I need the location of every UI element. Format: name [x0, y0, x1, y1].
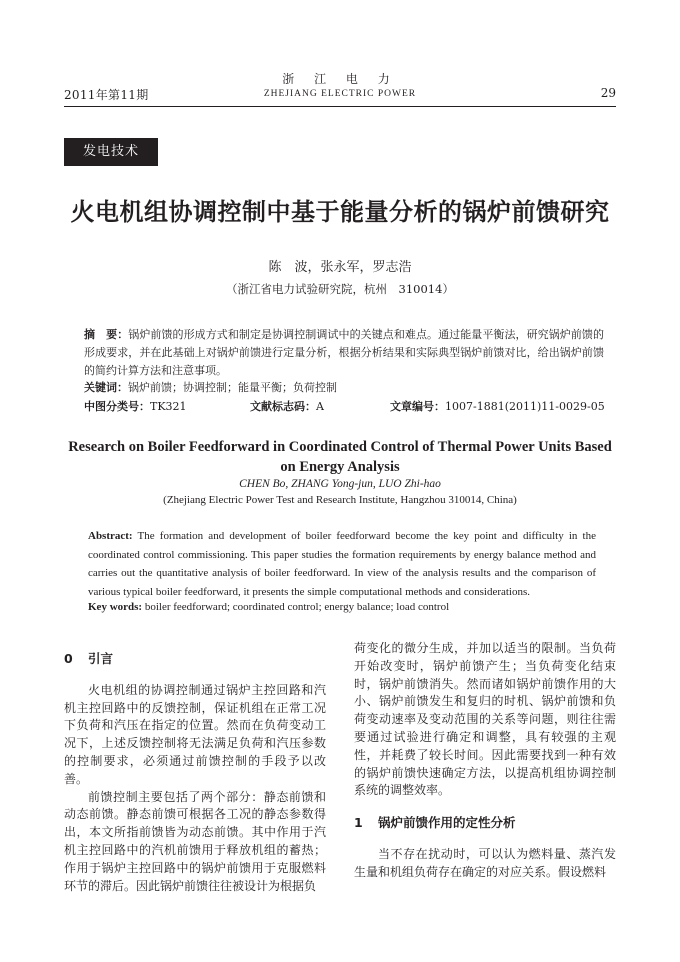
section-number-1: 1 [354, 815, 363, 831]
doc-code [250, 398, 324, 414]
abstract-cn-label: 摘 要： [84, 328, 129, 341]
article-number [390, 398, 605, 414]
section-heading-0 [64, 650, 326, 668]
paragraph: 当不存在扰动时，可以认为燃料量、蒸汽发生量和机组负荷存在确定的对应关系。假设燃料 [354, 846, 616, 879]
abstract-en-text: The formation and development of boiler feedforward become the key point and difficulty in the coordinated control commissioning. This paper studies the formation requirements by energy balance method and carries out the quantitative analysis of boiler feedforward. In view of the analysis results and the comparison of various typical boiler feedforward, it presents the simple computational methods and considerations. [88, 530, 596, 598]
paragraph-continued: 荷变化的微分生成，并加以适当的限制。当负荷开始改变时，锅炉前馈产生；当负荷变化结束时，锅炉前馈消失。然而诸如锅炉前馈作用的大小、锅炉前馈发生和复归的时机、锅炉前馈和负荷变动速率及变动范围的关系等问题，则往往需要通过试验进行确定和调整，具有较强的主观性，并耗费了较长时间。因此需要找到一种有效的锅炉前馈快速确定方法，以提高机组协调控制系统的调整效率。 [354, 641, 616, 798]
section-title-1: 锅炉前馈作用的定性分析 [378, 815, 516, 831]
header-divider [64, 106, 616, 107]
section-number-0: 0 [64, 651, 73, 666]
journal-name-cn: 浙 江 电 力 [282, 72, 398, 86]
affiliation-en: (Zhejiang Electric Power Test and Research Institute, Hangzhou 310014, China) [163, 494, 517, 506]
column-tag: 发电技术 [64, 138, 158, 166]
abstract-en-label: Abstract: [88, 530, 133, 542]
paragraph: 火电机组的协调控制通过锅炉主控回路和汽机主控回路中的反馈控制，保证机组在正常工况下负荷和汽压在指定的位置。然而在负荷变动工况下，上述反馈控制将无法满足负荷和汽压参数的控制要求，必须通过前馈控制的手段予以改善。 [64, 682, 326, 786]
journal-header [240, 72, 440, 102]
article-number-value: 1007-1881(2011)11-0029-05 [445, 400, 605, 413]
section-heading-1 [354, 814, 616, 832]
keywords-en [88, 598, 596, 617]
keywords-cn [84, 379, 604, 397]
abstract-en [88, 527, 596, 601]
keywords-cn-text: 锅炉前馈；协调控制；能量平衡；负荷控制 [128, 381, 337, 394]
title-cn: 火电机组协调控制中基于能量分析的锅炉前馈研究 [70, 198, 610, 226]
authors-en: CHEN Bo, ZHANG Yong-jun, LUO Zhi-hao [239, 478, 441, 490]
clc-label: 中图分类号： [84, 400, 150, 413]
abstract-cn [84, 326, 604, 380]
clc-number [84, 398, 187, 414]
article-number-label: 文章编号： [390, 400, 445, 413]
section-title-0: 引言 [88, 651, 114, 666]
page-number: 29 [600, 86, 616, 100]
abstract-cn-text: 锅炉前馈的形成方式和制定是协调控制调试中的关键点和难点。通过能量平衡法，研究锅炉前馈的形成要求，并在此基础上对锅炉前馈进行定量分析，根据分析结果和实际典型锅炉前馈对比，给出锅炉前馈的简约计算方法和注意事项。 [84, 328, 605, 377]
authors-cn: 陈 波，张永军，罗志浩 [268, 260, 412, 275]
body-column-left [64, 640, 326, 895]
keywords-cn-label: 关键词： [84, 381, 128, 394]
clc-value: TK321 [150, 400, 187, 413]
issue-label: 2011年第11期 [64, 88, 149, 102]
keywords-en-text: boiler feedforward; coordinated control; energy balance; load control [142, 601, 450, 613]
article-meta [84, 398, 604, 416]
keywords-en-label: Key words: [88, 601, 143, 613]
paragraph: 前馈控制主要包括了两个部分：静态前馈和动态前馈。静态前馈可根据各工况的静态参数得出，本文所指前馈皆为动态前馈。其中作用于汽机主控回路中的汽机前馈用于释放机组的蓄热；作用于锅炉主控回路中的锅炉前馈用于克服燃料环节的滞后。因此锅炉前馈往往被设计为根据负 [64, 789, 326, 893]
doc-code-value: A [316, 400, 324, 413]
body-column-right [354, 640, 616, 882]
title-en: Research on Boiler Feedforward in Coordinated Control of Thermal Power Units Based on Energy Analysis [68, 439, 612, 475]
affiliation-cn: （浙江省电力试验研究院，杭州 310014） [226, 282, 454, 296]
doc-code-label: 文献标志码： [250, 400, 316, 413]
journal-name-en: ZHEJIANG ELECTRIC POWER [263, 89, 417, 99]
